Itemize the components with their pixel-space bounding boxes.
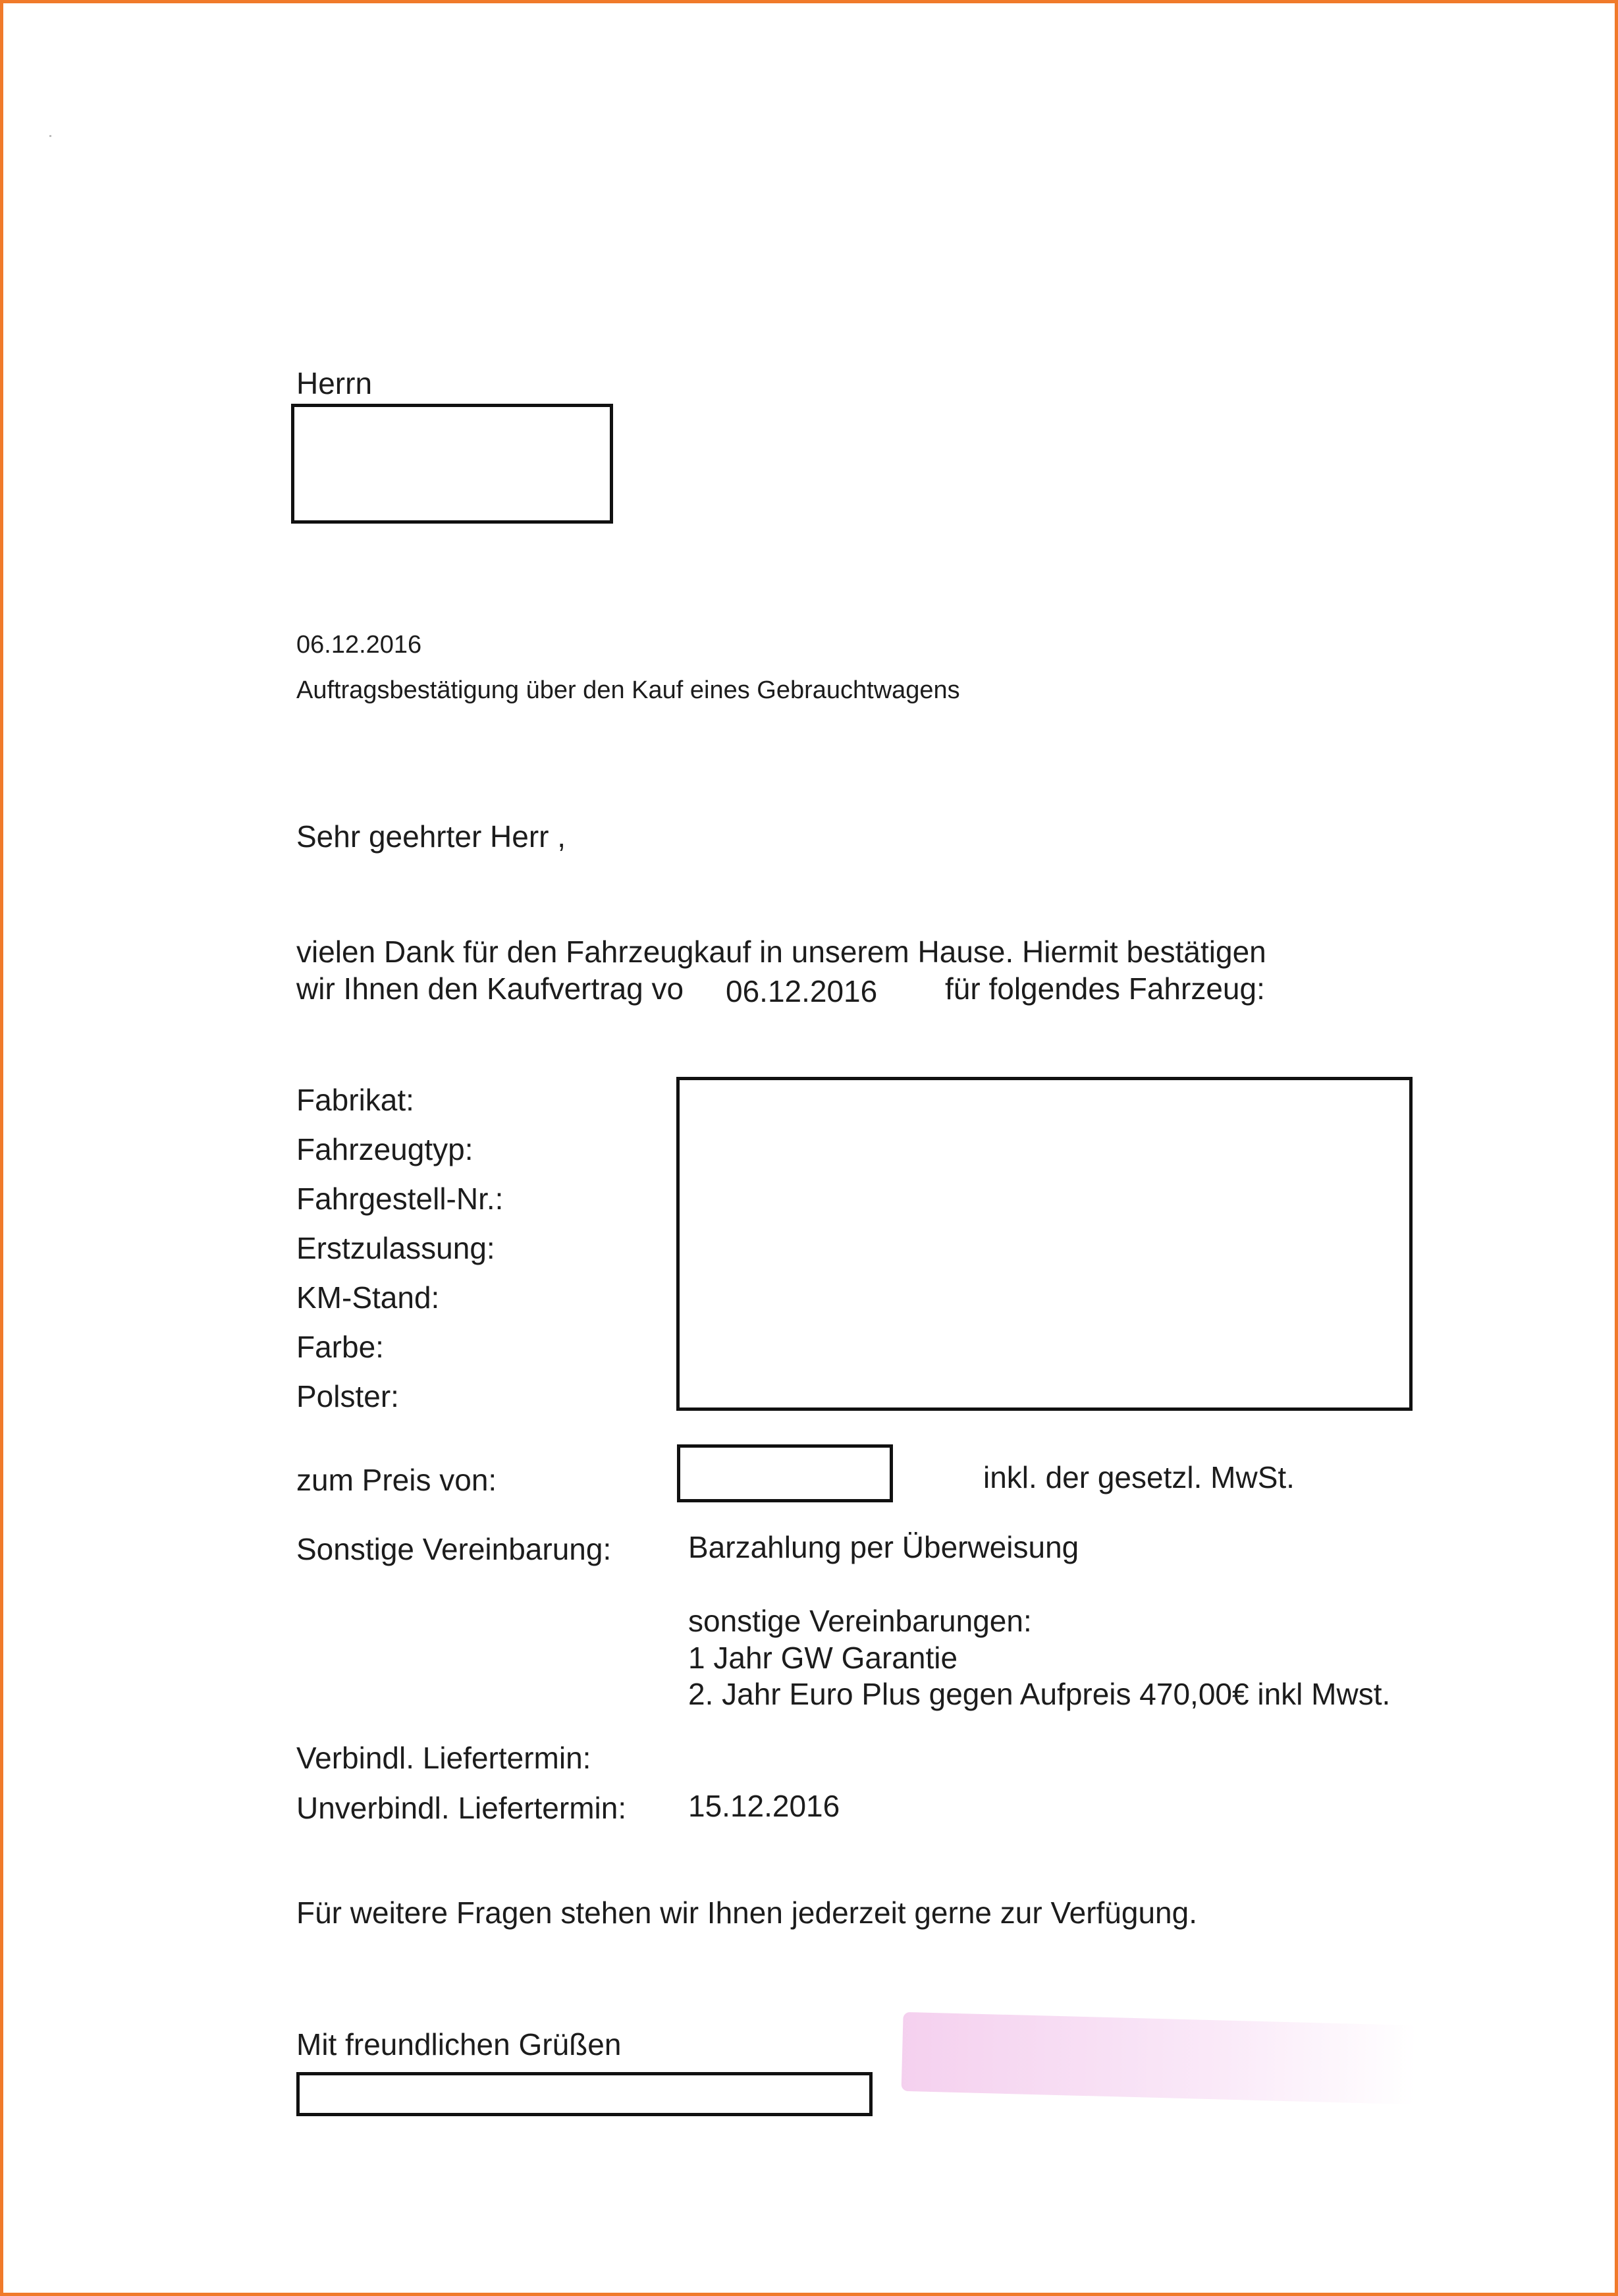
- highlighter-mark: [902, 2012, 1417, 2104]
- contract-date: 06.12.2016: [726, 974, 878, 1008]
- field-overlay-edge: [718, 977, 721, 1005]
- letter-subject: Auftragsbestätigung über den Kauf eines Gebrauchtwagens: [296, 676, 960, 704]
- label-km-stand: KM-Stand:: [296, 1280, 440, 1315]
- recipient-salutation: Herrn: [296, 366, 373, 400]
- agreement-label: Sonstige Vereinbarung:: [296, 1532, 612, 1566]
- greeting: Sehr geehrter Herr ,: [296, 819, 566, 854]
- label-polster: Polster:: [296, 1379, 399, 1413]
- label-fahrgestell-nr: Fahrgestell-Nr.:: [296, 1182, 504, 1216]
- scan-speck: [49, 135, 51, 137]
- binding-delivery-label: Verbindl. Liefertermin:: [296, 1741, 591, 1775]
- nonbinding-delivery-date: 15.12.2016: [688, 1789, 840, 1823]
- intro-line-2-prefix: wir Ihnen den Kaufvertrag vo: [296, 971, 684, 1006]
- label-farbe: Farbe:: [296, 1330, 384, 1364]
- intro-line-1: vielen Dank für den Fahrzeugkauf in unserem Hause. Hiermit bestätigen: [296, 935, 1266, 969]
- agreement-payment: Barzahlung per Überweisung: [688, 1530, 1079, 1564]
- regards: Mit freundlichen Grüßen: [296, 2027, 622, 2062]
- signature-redaction: [296, 2072, 873, 2116]
- label-fahrzeugtyp: Fahrzeugtyp:: [296, 1132, 473, 1166]
- vehicle-details-redaction: [676, 1077, 1413, 1411]
- price-redaction: [677, 1444, 893, 1502]
- recipient-address-redaction: [291, 404, 613, 524]
- label-erstzulassung: Erstzulassung:: [296, 1231, 495, 1265]
- letter-date: 06.12.2016: [296, 631, 422, 659]
- agreement-other-heading: sonstige Vereinbarungen:: [688, 1604, 1032, 1638]
- agreement-item-2: 2. Jahr Euro Plus gegen Aufpreis 470,00€ inkl Mwst.: [688, 1677, 1391, 1711]
- agreement-item-1: 1 Jahr GW Garantie: [688, 1641, 958, 1675]
- nonbinding-delivery-label: Unverbindl. Liefertermin:: [296, 1791, 627, 1825]
- intro-line-2-suffix: für folgendes Fahrzeug:: [945, 971, 1265, 1006]
- label-fabrikat: Fabrikat:: [296, 1083, 414, 1117]
- price-tax-note: inkl. der gesetzl. MwSt.: [983, 1460, 1295, 1494]
- closing-note: Für weitere Fragen stehen wir Ihnen jederzeit gerne zur Verfügung.: [296, 1896, 1197, 1930]
- price-label: zum Preis von:: [296, 1463, 497, 1497]
- vehicle-field-labels: [296, 1082, 691, 1425]
